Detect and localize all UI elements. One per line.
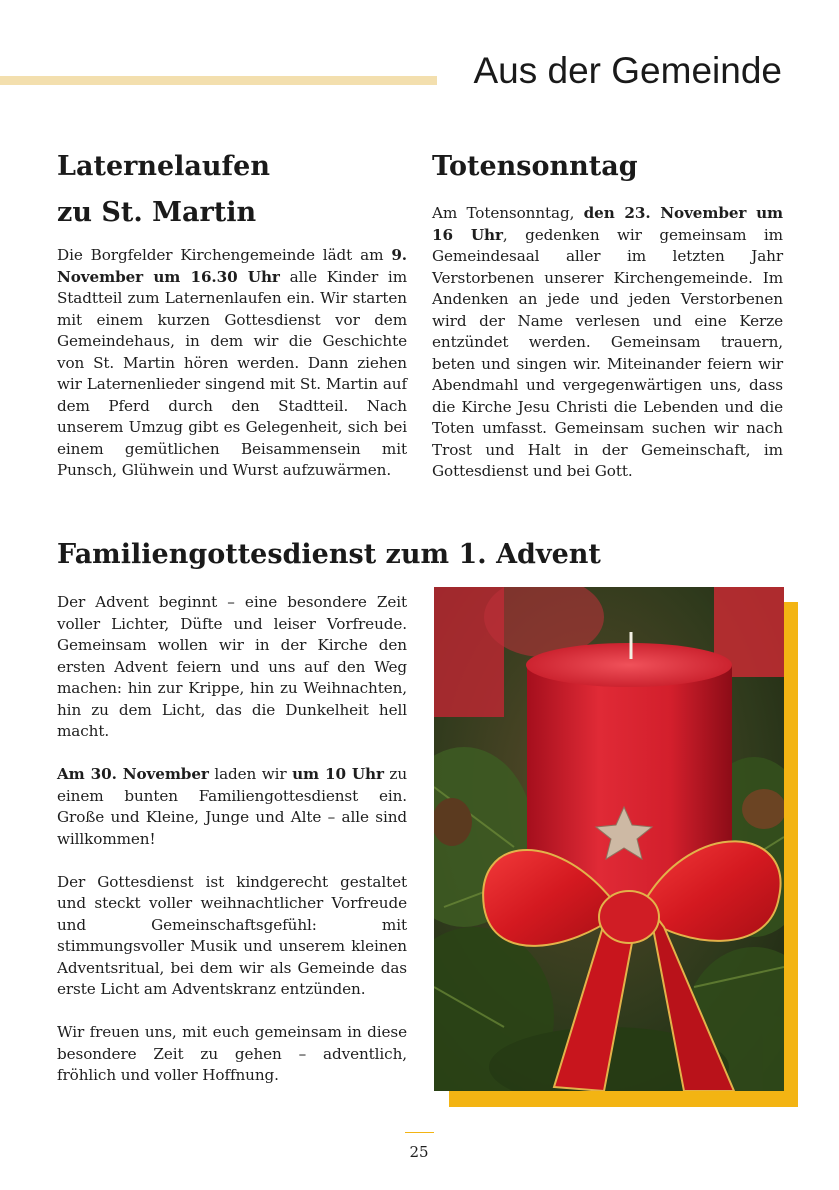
totensonntag-paragraph — [432, 203, 783, 483]
page-number: 25 — [409, 1143, 429, 1161]
martin-heading — [57, 144, 407, 236]
martin-heading-line2: zu St. Martin — [57, 197, 257, 228]
advent-paragraph-1: Der Advent beginnt – eine besondere Zeit voller Lichter, Düfte und leiser Vorfreude. Gemeinsam wollen wir in der Kirche den ersten Advent feiern und uns auf den Weg machen: hin zur Krippe, hin zu Weihnachten, hin zu dem Licht, das die Dunkelheit hell macht. — [57, 593, 407, 740]
totensonntag-text-body: , gedenken wir gemeinsam im Gemeindesaal aller im letzten Jahr Verstorbenen unserer Kirchengemeinde. Im Andenken an jede und jeden Verstorbenen wird der Name verlesen und eine Kerze entzündet werden. Gemeinsam trauern, beten und singen wir. Miteinander feiern wir Abendmahl und vergegenwärtigen uns, dass die Kirche Jesu Christi die Lebenden und die Toten umfasst. Gemeinsam suchen wir nach Trost und Halt in der Gemeinschaft, im Gottesdienst und bei Gott. — [432, 225, 783, 480]
header-accent-bar — [0, 76, 437, 85]
martin-date: 9. November um 16.30 Uhr — [57, 246, 407, 286]
advent-text — [57, 592, 407, 1108]
page-number-line — [405, 1132, 434, 1133]
totensonntag-text-intro: Am Totensonntag, — [432, 204, 584, 222]
advent-text-mid: laden wir — [208, 765, 293, 783]
advent-time: um 10 Uhr — [292, 765, 384, 783]
advent-candle-photo — [434, 587, 784, 1091]
advent-paragraph-3: Der Gottesdienst ist kindgerecht gestaltet und steckt voller weihnachtlicher Vorfreude und Gemeinschaftsgefühl: mit stimmungsvoller Musik und unserem kleinen Adventsritual, bei dem wir als Gemeinde das erste Licht am Adventskranz entzünden. — [57, 872, 407, 998]
section-title: Aus der Gemeinde — [473, 50, 782, 91]
totensonntag-heading: Totensonntag — [432, 151, 638, 182]
martin-heading-line1: Laternelaufen — [57, 151, 270, 182]
advent-heading: Familiengottesdienst zum 1. Advent — [57, 539, 601, 570]
advent-paragraph-2 — [57, 764, 407, 850]
martin-text-body: alle Kinder im Stadtteil zum Laternenlaufen ein. Wir starten mit einem kurzen Gottesdienst vor dem Gemeindehaus, in dem wir die Geschichte von St. Martin hören werden. Dann ziehen wir Laternenlieder singend mit St. Martin auf dem Pferd durch den Stadtteil. Nach unserem Umzug gibt es Gelegenheit, sich bei einem gemütlichen Beisammensein mit Punsch, Glühwein und Wurst aufzuwärmen. — [57, 267, 407, 479]
ribbon-knot — [599, 891, 659, 943]
advent-text-end: zu einem bunten Familiengottesdienst ein. Große und Kleine, Junge und Alte – alle sind willkommen! — [57, 765, 407, 848]
advent-paragraph-4: Wir freuen uns, mit euch gemeinsam in diese besondere Zeit zu gehen – adventlich, fröhlich und voller Hoffnung. — [57, 1023, 407, 1084]
martin-paragraph — [57, 245, 407, 482]
totensonntag-date: den 23. November um 16 Uhr — [432, 204, 783, 244]
advent-date: Am 30. November — [57, 765, 209, 783]
martin-text-intro: Die Borgfelder Kirchengemeinde lädt am — [57, 246, 392, 264]
